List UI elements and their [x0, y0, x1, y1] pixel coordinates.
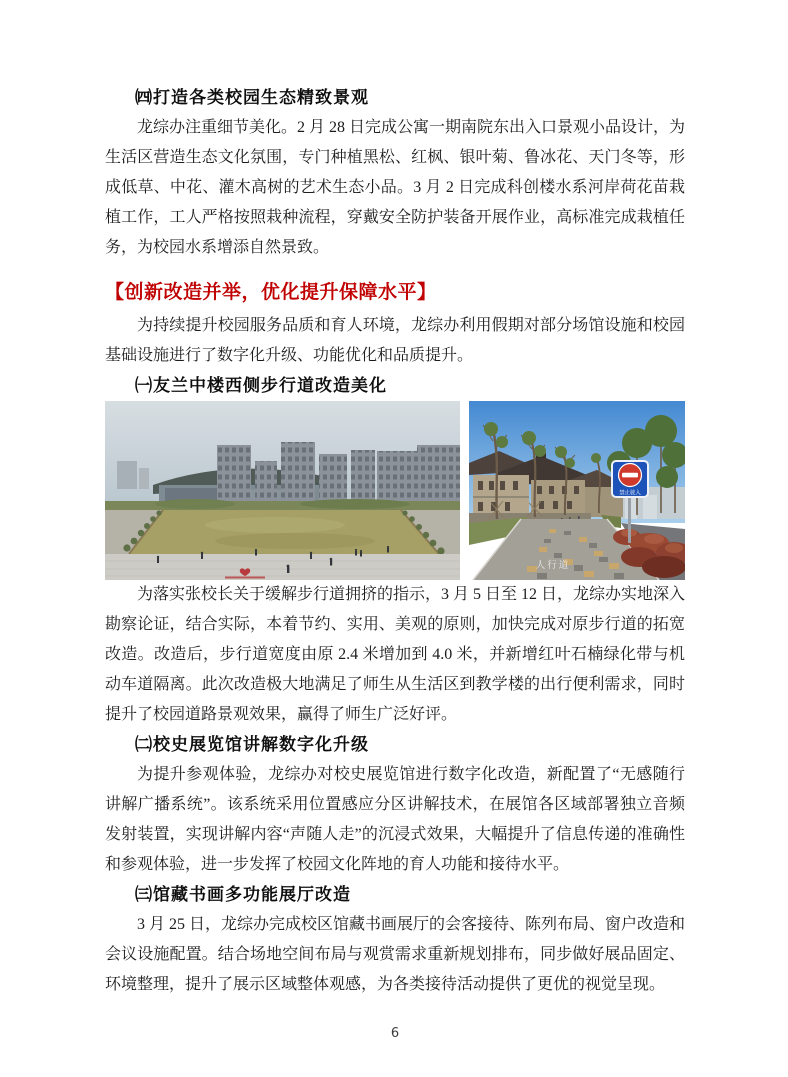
heading-red-banner: 【创新改造并举，优化提升保障水平】 — [105, 282, 437, 303]
paragraph-item-2: 为提升参观体验，龙综办对校史展览馆进行数字化改造，新配置了“无感随行讲解广播系统”。该系统采用位置感应分区讲解技术，在展馆各区域部署独立音频发射装置，实现讲解内容“声随人走”的沉浸式效果，大幅提升了信息传递的准确性和参观体验，进一步发挥了校园文化阵地的育人功能和接待水平。 — [105, 766, 685, 873]
photo-walkway-sign — [469, 401, 685, 580]
paragraph-section-4: 龙综办注重细节美化。2 月 28 日完成公寓一期南院东出入口景观小品设计，为生活区营造生态文化氛围，专门种植黑松、红枫、银叶菊、鲁冰花、天门冬等，形成低草、中花、灌木高树的艺术生态小品。3 月 2 日完成科创楼水系河岸荷花苗栽植工作，工人严格按照栽种流程，穿戴安全防护装备开展作业，高标准完成栽植任务，为校园水系增添自然景致。 — [105, 119, 686, 256]
paragraph-item-1: 为落实张校长关于缓解步行道拥挤的指示，3 月 5 日至 12 日，龙综办实地深入勘察论证，结合实际，本着节约、实用、美观的原则，加快完成对原步行道的拓宽改造。改造后，步行道宽度由原 2.4 米增加到 4.0 米，并新增红叶石楠绿化带与机动车道隔离。此次改造极大地满足了师生从生活区到教学楼的出行便利需求，同时提升了校园道路景观效果，赢得了师生广泛好评。 — [105, 586, 686, 723]
photo-row — [105, 401, 685, 580]
heading-section-4: ㈣打造各类校园生态精致景观 — [135, 88, 369, 107]
paragraph-item-3: 3 月 25 日，龙综办完成校区馆藏书画展厅的会客接待、陈列布局、窗户改造和会议设施配置。结合场地空间布局与观赏需求重新规划排布，同步做好展品固定、环境整理，提升了展示区域整体观感，为各类接待活动提供了更优的视觉呈现。 — [105, 916, 686, 993]
heading-item-3: ㈢馆藏书画多功能展厅改造 — [135, 885, 351, 904]
sign-label: 禁止驶入 — [619, 490, 641, 497]
photo-campus-lawn — [105, 401, 460, 580]
heading-item-2: ㈡校史展览馆讲解数字化升级 — [135, 735, 369, 754]
heading-item-1: ㈠友兰中楼西侧步行道改造美化 — [135, 376, 387, 395]
no-entry-sign-icon — [612, 461, 648, 497]
page-number: 6 — [390, 1026, 400, 1041]
pavement-marking-label: 人行道 — [535, 560, 571, 571]
paragraph-intro: 为持续提升校园服务品质和育人环境，龙综办利用假期对部分场馆设施和校园基础设施进行了数字化升级、功能优化和品质提升。 — [105, 317, 685, 364]
